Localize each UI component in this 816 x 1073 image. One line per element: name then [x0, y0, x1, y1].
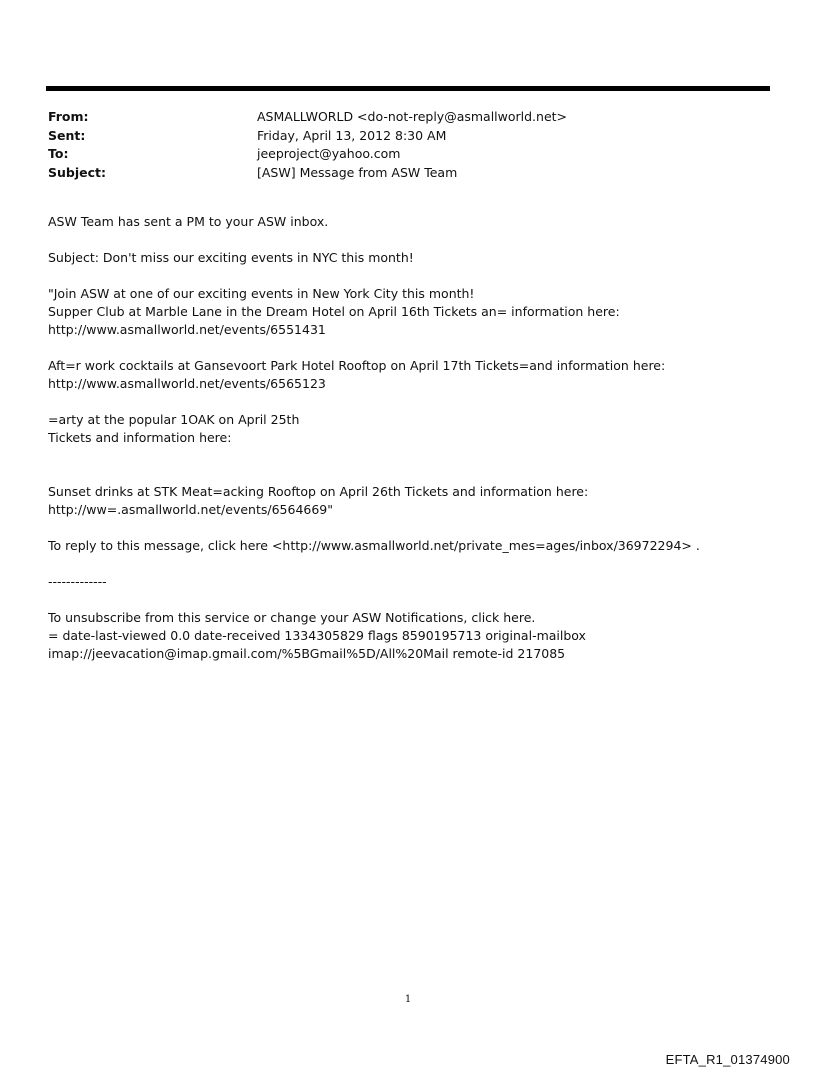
document-id: EFTA_R1_01374900 [665, 1052, 790, 1067]
body-line: "Join ASW at one of our exciting events in New York City this month! [48, 286, 475, 301]
event-link[interactable]: http://www.asmallworld.net/events/6565123 [48, 376, 326, 391]
email-headers [48, 108, 768, 182]
from-value: ASMALLWORLD <do-not-reply@asmallworld.net> [257, 109, 568, 124]
body-line: =arty at the popular 1OAK on April 25th [48, 412, 300, 427]
event-link[interactable]: http://ww=.asmallworld.net/events/6564669" [48, 502, 334, 517]
from-row [48, 108, 768, 127]
body-line: Tickets and information here: [48, 430, 232, 445]
header-divider [46, 86, 770, 91]
body-line: Aft=r work cocktails at Gansevoort Park Hotel Rooftop on April 17th Tickets=and information here: [48, 358, 666, 373]
subject-row [48, 164, 768, 183]
email-body [48, 213, 770, 663]
sent-row [48, 127, 768, 146]
subject-label: Subject: [48, 164, 106, 180]
to-row [48, 145, 768, 164]
subject-value: [ASW] Message from ASW Team [257, 164, 458, 180]
metadata-line: imap://jeevacation@imap.gmail.com/%5BGmail%5D/All%20Mail remote-id 217085 [48, 646, 566, 661]
to-value: jeeproject@yahoo.com [257, 146, 401, 161]
body-line: Supper Club at Marble Lane in the Dream Hotel on April 16th Tickets an= information here: [48, 304, 620, 319]
event-link[interactable]: http://www.asmallworld.net/events/6551431 [48, 322, 326, 337]
from-label: From: [48, 109, 89, 124]
body-line: Subject: Don't miss our exciting events in NYC this month! [48, 250, 414, 265]
page-number: 1 [404, 994, 412, 1005]
sent-label: Sent: [48, 127, 86, 143]
to-label: To: [48, 146, 69, 161]
sent-value: Friday, April 13, 2012 8:30 AM [257, 127, 447, 143]
metadata-line: = date-last-viewed 0.0 date-received 1334305829 flags 8590195713 original-mailbox [48, 628, 586, 643]
unsubscribe-line: To unsubscribe from this service or change your ASW Notifications, click here. [48, 610, 536, 625]
body-line: Sunset drinks at STK Meat=acking Rooftop on April 26th Tickets and information here: [48, 484, 589, 499]
separator-line: ------------- [48, 574, 107, 589]
body-line: ASW Team has sent a PM to your ASW inbox. [48, 214, 329, 229]
reply-link[interactable]: To reply to this message, click here <http://www.asmallworld.net/private_mes=ages/inbox/36972294> . [48, 538, 700, 553]
